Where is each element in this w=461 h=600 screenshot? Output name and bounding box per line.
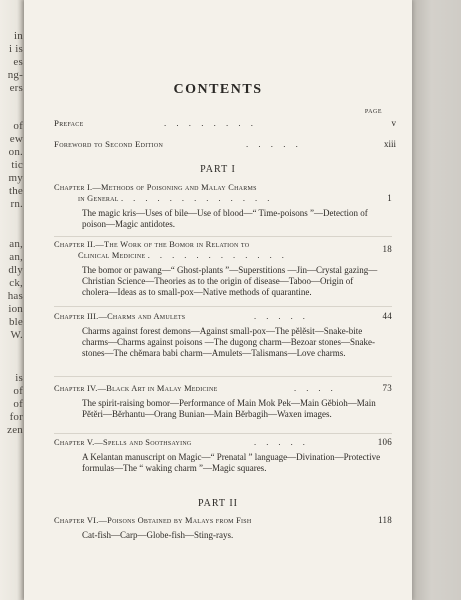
left-page-fragment: the (8, 185, 23, 197)
left-page-fragment: dly (8, 264, 23, 276)
left-page-fragment: rn. (10, 198, 23, 210)
left-page-edge (0, 0, 24, 600)
chapter-summary: The magic kris—Uses of bile—Use of blood—“ Time-poisons ”—Detection of poison—Magic antidotes. (82, 208, 368, 230)
chapter-entry (54, 239, 392, 299)
chapter-heading-continued: in General . . . . . . . . . . . . . (78, 194, 274, 203)
chapter-page-number: 1 (387, 193, 392, 203)
left-page-fragment: tic (11, 159, 23, 171)
toc-entry-preface (54, 118, 396, 128)
left-page-fragment: of (13, 385, 23, 397)
divider (54, 376, 392, 377)
contents-page (24, 0, 412, 600)
left-page-fragment: in (14, 30, 23, 42)
toc-entry-foreword (54, 139, 396, 149)
chapter-heading: Chapter VI.—Poisons Obtained by Malays from Fish (54, 516, 252, 525)
left-page-fragment: ew (9, 133, 23, 145)
toc-page-number: xiii (383, 139, 396, 149)
leader-dots: . . . . . (254, 312, 309, 321)
chapter-page-number: 73 (382, 383, 392, 393)
toc-page-number: v (391, 118, 396, 128)
divider (54, 306, 392, 307)
left-page-fragment: ng- (7, 69, 23, 81)
chapter-page-number: 106 (377, 437, 392, 447)
part-heading: PART I (200, 164, 236, 175)
chapter-entry (54, 182, 392, 230)
left-page-fragment: es (13, 56, 23, 68)
chapter-entry (54, 515, 392, 541)
part-heading: PART II (197, 498, 239, 509)
chapter-entry (54, 311, 392, 360)
chapter-heading: Chapter V.—Spells and Soothsaying (54, 438, 192, 447)
leader-dots: . . . . . (246, 139, 302, 149)
left-page-fragment: ck, (9, 277, 23, 289)
toc-entry-label: Preface (54, 118, 84, 128)
left-page-fragment: i is (9, 43, 23, 55)
page-column-label: PAGE (364, 109, 382, 115)
left-page-fragment: has (7, 290, 23, 302)
left-page-fragment: is (15, 372, 23, 384)
leader-dots: . . . . . (254, 438, 309, 447)
chapter-entry (54, 383, 392, 420)
chapter-entry (54, 437, 392, 474)
page-title: CONTENTS (173, 82, 263, 97)
background-surface (412, 0, 461, 600)
chapter-page-number: 18 (382, 244, 392, 254)
leader-dots: . . . . . . . . (164, 118, 257, 128)
chapter-page-number: 44 (382, 311, 392, 321)
left-page-fragment: my (8, 172, 23, 184)
left-page-fragment: of (13, 120, 23, 132)
chapter-heading: Chapter II.—The Work of the Bomor in Relation to (54, 240, 250, 249)
chapter-summary: A Kelantan manuscript on Magic—“ Prenatal ” language—Divination—Protective formulas—The “ waking charm ”—Magic squares. (82, 452, 381, 474)
chapter-heading: Chapter I.—Methods of Poisoning and Malay Charms (54, 183, 257, 192)
left-page-fragment: of (13, 398, 23, 410)
left-page-fragment: an, (9, 238, 23, 250)
toc-entry-label: Foreword to Second Edition (54, 139, 164, 149)
chapter-summary: Charms against forest demons—Against small-pox—The pĕlĕsit—Snake-bite charms—Charms against poisons —The dugong charm—Bezoar stones—Snake-stones—The chĕmara babi charm—Amulets—Talismans—Love charms. (82, 326, 375, 359)
chapter-heading-continued: Clinical Medicine . . . . . . . . . . . . (78, 251, 288, 260)
left-page-fragment: an, (9, 251, 23, 263)
chapter-summary: The spirit-raising bomor—Performance of Main Mok Pek—Main Gĕbioh—Main Pĕtĕri—Bĕrhantu—Orang Bunian—Main Bĕrbagih—Waxen images. (82, 398, 376, 420)
left-page-fragment: zen (7, 424, 23, 436)
chapter-heading: Chapter IV.—Black Art in Malay Medicine (54, 384, 218, 393)
left-page-fragment: ble (8, 316, 23, 328)
left-page-fragment: for (9, 411, 23, 423)
left-page-fragment: ion (8, 303, 23, 315)
leader-dots: . . . . (294, 384, 337, 393)
left-page-fragment: W. (10, 329, 23, 341)
left-page-fragment: ers (9, 82, 23, 94)
divider (54, 433, 392, 434)
divider (54, 236, 392, 237)
chapter-page-number: 118 (378, 515, 392, 525)
chapter-summary: Cat-fish—Carp—Globe-fish—Sting-rays. (82, 530, 234, 540)
left-page-fragment: on. (8, 146, 23, 158)
chapter-summary: The bomor or pawang—“ Ghost-plants ”—Superstitions —Jin—Crystal gazing—Christian Science—Theories as to the origin of disease—Taboo—Origin of cholera—Ideas as to small-pox—Native methods of quarantine. (82, 265, 378, 298)
chapter-heading: Chapter III.—Charms and Amulets (54, 312, 186, 321)
